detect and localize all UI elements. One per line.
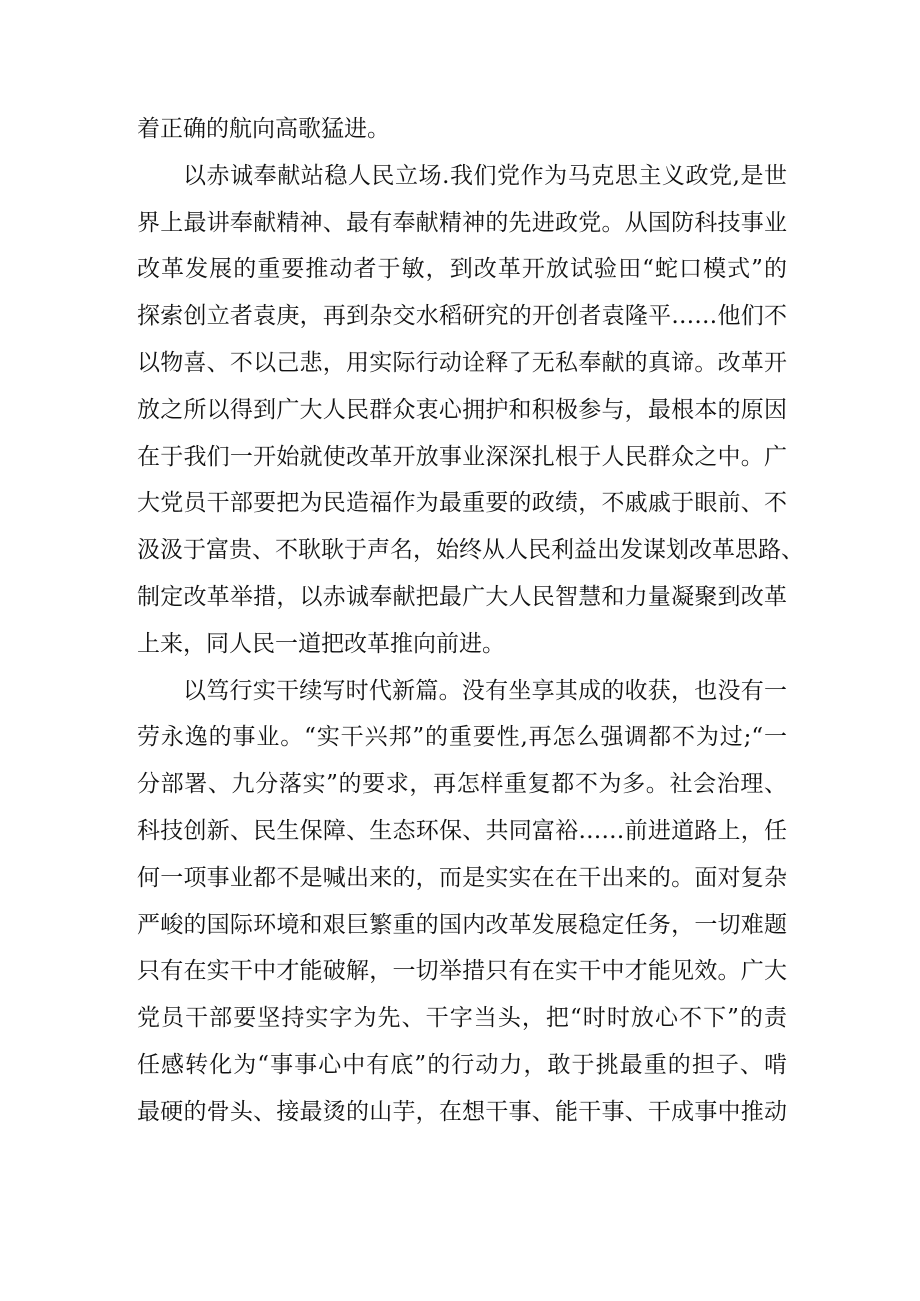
text-line: 放之所以得到广大人民群众衷心拥护和积极参与，最根本的原因 [137,396,787,423]
paragraph-heading-line: 以赤诚奉献站稳人民立场.我们党作为马克思主义政党,是世 [183,162,787,189]
article-body [137,106,804,1136]
text-line: 党员干部要坚持实字为先、干字当头，把“时时放心不下”的责 [137,1005,787,1032]
text-line: 改革发展的重要推动者于敏，到改革开放试验田“蛇口模式”的 [137,256,787,283]
text-line: 以物喜、不以己悲，用实际行动诠释了无私奉献的真谛。改革开 [137,349,787,376]
text-line: 在于我们一开始就使改革开放事业深深扎根于人民群众之中。广 [137,443,787,470]
text-line: 只有在实干中才能破解，一切举措只有在实干中才能见效。广大 [137,958,787,985]
text-line: 着正确的航向高歌猛进。 [137,116,390,142]
text-line: 分部署、九分落实”的要求，再怎样重复都不为多。社会治理、 [137,771,787,798]
text-line: 何一项事业都不是喊出来的，而是实实在在干出来的。面对复杂 [137,864,787,891]
text-line: 严峻的国际环境和艰巨繁重的国内改革发展稳定任务，一切难题 [137,911,787,938]
text-line: 科技创新、民生保障、生态环保、共同富裕……前进道路上，任 [137,817,787,844]
text-line: 汲汲于富贵、不耿耿于声名，始终从人民利益出发谋划改革思路、 [137,537,804,564]
text-line: 上来，同人民一道把改革推向前进。 [137,630,505,657]
text-line: 探索创立者袁庚，再到杂交水稻研究的开创者袁隆平……他们不 [137,303,787,330]
text-line: 劳永逸的事业。“实干兴邦”的重要性,再怎么强调都不为过;“一 [137,724,787,751]
text-line: 制定改革举措，以赤诚奉献把最广大人民智慧和力量凝聚到改革 [137,583,787,610]
paragraph-heading-line: 以笃行实干续写时代新篇。没有坐享其成的收获，也没有一 [183,677,787,704]
text-line: 任感转化为“事事心中有底”的行动力，敢于挑最重的担子、啃 [137,1051,787,1078]
text-line: 界上最讲奉献精神、最有奉献精神的先进政党。从国防科技事业 [137,209,787,236]
text-line: 大党员干部要把为民造福作为最重要的政绩，不戚戚于眼前、不 [137,490,787,517]
text-line: 最硬的骨头、接最烫的山芋，在想干事、能干事、干成事中推动 [137,1098,787,1125]
